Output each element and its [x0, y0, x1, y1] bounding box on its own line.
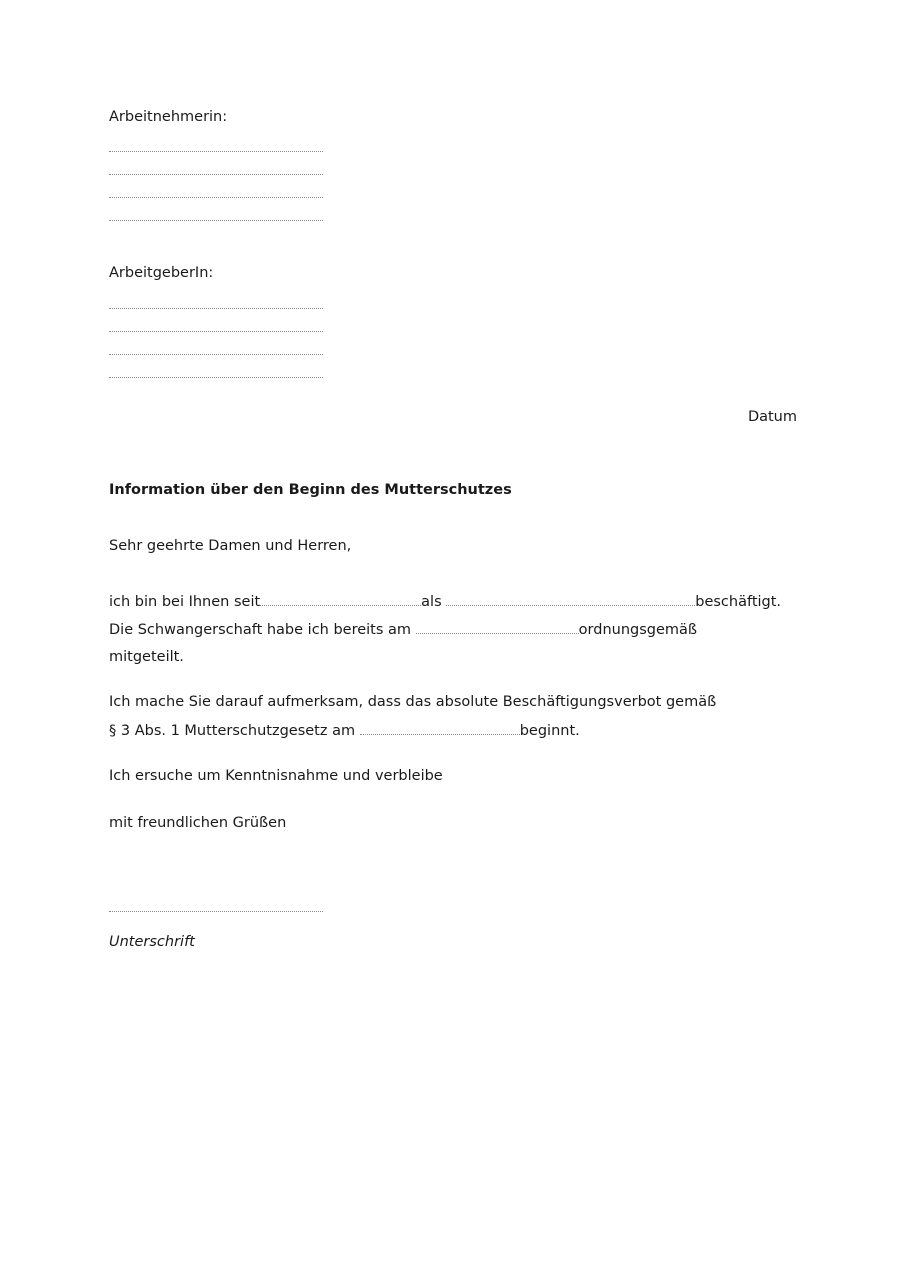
- begins-text: beginnt.: [519, 723, 580, 739]
- protection-start-date-field[interactable]: [360, 722, 520, 735]
- salutation: Sehr geehrte Damen und Herren,: [109, 538, 352, 554]
- employee-field-line-2[interactable]: [109, 174, 323, 175]
- pregnancy-notified-text: Die Schwangerschaft habe ich bereits am: [109, 622, 412, 638]
- job-title-field[interactable]: [446, 593, 695, 606]
- employment-start-field[interactable]: [260, 593, 421, 606]
- pregnancy-notice-date-field[interactable]: [416, 621, 579, 634]
- paragraph-2-line-1: Ich mache Sie darauf aufmerksam, dass das absolute Beschäftigungsverbot gemäß: [109, 694, 717, 710]
- employed-text: beschäftigt.: [695, 594, 782, 610]
- closing: mit freundlichen Grüßen: [109, 815, 287, 831]
- law-reference-text: § 3 Abs. 1 Mutterschutzgesetz am: [109, 723, 356, 739]
- paragraph-1-line-2: [109, 621, 697, 638]
- signature-label: Unterschrift: [109, 934, 195, 950]
- properly-text: ordnungsgemäß: [578, 622, 698, 638]
- paragraph-2-line-2: [109, 722, 580, 739]
- employer-label: ArbeitgeberIn:: [109, 265, 214, 281]
- employee-field-line-1[interactable]: [109, 151, 323, 152]
- employee-label: Arbeitnehmerin:: [109, 109, 228, 125]
- employer-field-line-3[interactable]: [109, 354, 323, 355]
- employee-field-line-4[interactable]: [109, 220, 323, 221]
- paragraph-1-line-1: [109, 593, 781, 610]
- employer-field-line-2[interactable]: [109, 331, 323, 332]
- employer-field-line-1[interactable]: [109, 308, 323, 309]
- subject-heading: Information über den Beginn des Mutterschutzes: [109, 482, 512, 498]
- paragraph-3: Ich ersuche um Kenntnisnahme und verbleibe: [109, 768, 443, 784]
- signature-field-line[interactable]: [109, 911, 323, 912]
- date-label: Datum: [747, 409, 797, 425]
- employer-field-line-4[interactable]: [109, 377, 323, 378]
- employed-since-text: ich bin bei Ihnen seit: [109, 594, 261, 610]
- employee-field-line-3[interactable]: [109, 197, 323, 198]
- paragraph-1-line-3: mitgeteilt.: [109, 649, 184, 665]
- as-text: als: [421, 594, 442, 610]
